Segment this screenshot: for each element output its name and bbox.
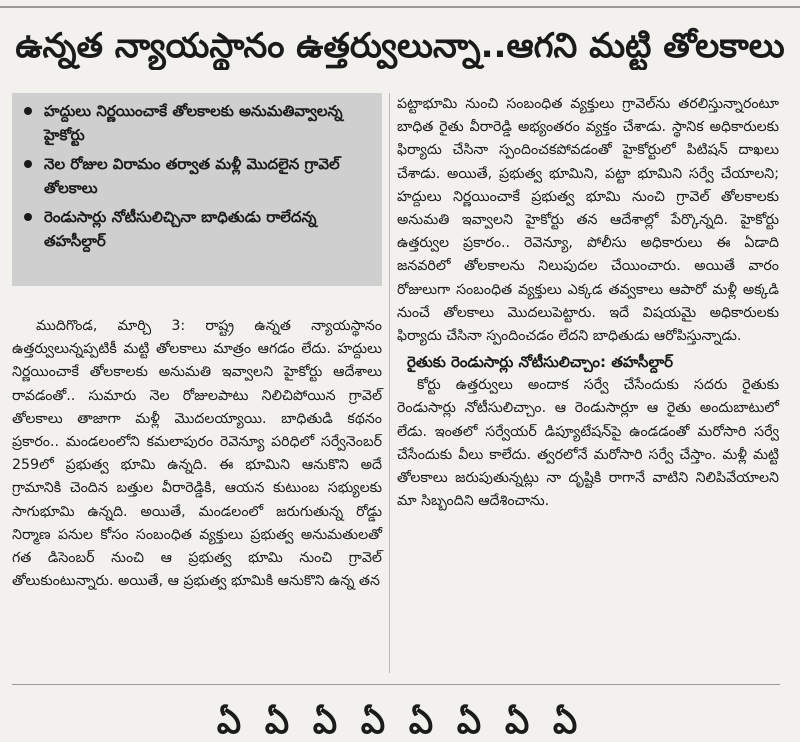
subheading: రైతుకు రెండుసార్లు నోటీసులిచ్చాం: తహసీల్దార్ [407,353,674,372]
highlight-item [22,205,374,253]
body-column-left: ముదిగొండ, మార్చి 3: రాష్ట్ర ఉన్నత న్యాయస్థానం ఉత్తర్వులున్నప్పటికీ మట్టి తోలకాలు మాత్రం ఆగడం లేదు. హద్దులు నిర్ణయించాకే తోలకాలకు అనుమతి ఇవ్వాలని హైకోర్టు ఆదేశాలు రావడంతో.. సుమారు నెల రోజులపాటు నిలిచిపోయిన గ్రావెల్ తోలకాలు తాజాగా మళ్లీ మొదలయ్యాయి. బాధితుడి కథనం ప్రకారం.. మండలంలోని కమలాపురం రెవెన్యూ పరిధిలో సర్వేనెంబర్ 259లో ప్రభుత్వ భూమి ఉన్నది. ఈ భూమిని ఆనుకొని అదే గ్రామానికి చెందిన బత్తుల వీరారెడ్డికి, ఆయన కుటుంబ సభ్యులకు సాగుభూమి ఉన్నది. అయితే, మండలంలో జరుగుతున్న రోడ్డు నిర్మాణ పనుల కోసం సంబంధిత వ్యక్తులు ప్రభుత్వ అనుమతులతో గత డిసెంబర్ నుంచి ఆ ప్రభుత్వ భూమి నుంచి గ్రావెల్ తోలుకుంటున్నారు. అయితే, ఆ ప్రభుత్వ భూమికి ఆనుకొని ఉన్న తన [12,318,382,590]
body-paragraph: కోర్టు ఉత్తర్వులు అందాక సర్వే చేసేందుకు సదరు రైతుకు రెండుసార్లు నోటీసులిచ్చాం. ఆ రెండుసార్లూ ఆ రైతు అందుబాటులో లేడు. ఇంతలో సర్వేయర్ డిప్యూటేషన్‌పై ఉండడంతో మరోసారి సర్వే చేసేందుకు వీలు కాలేదు. త్వరలోనే మరోసారి సర్వే చేస్తాం. మళ్లీ మట్టి తోలకాలు జరుపుతున్నట్లు నా దృష్టికి రాగానే వాటిని నిలిపివేయాలని మా సిబ్బందిని ఆదేశించాను. [397,377,779,510]
highlight-item [22,152,374,200]
highlight-text: రెండుసార్లు నోటీసులిచ్చినా బాధితుడు రాలేదన్న తహసీల్దార్ [44,208,317,250]
bullet-icon [24,107,32,115]
highlights-box [12,93,382,286]
bullet-icon [24,213,32,221]
highlight-text: హద్దులు నిర్ణయించాకే తోలకాలకు అనుమతివ్వాలన్న హైకోర్టు [44,102,343,144]
body-column-right [397,93,779,513]
highlight-item [22,99,374,147]
article-headline: ఉన్నత న్యాయస్థానం ఉత్తర్వులున్నా..ఆగని మట్టి తోలకాలు [15,26,785,66]
next-article-headline: ఏ ఏ ఏ ఏ ఏ ఏ ఏ ఏ [216,702,584,742]
highlight-text: నెల రోజుల విరామం తర్వాత మళ్లీ మొదలైన గ్రావెల్ తోలకాలు [44,155,340,197]
body-paragraph: పట్టాభూమి నుంచి సంబంధిత వ్యక్తులు గ్రావెల్‌ను తరలిస్తున్నారంటూ బాధిత రైతు వీరారెడ్డి అభ్యంతరం వ్యక్తం చేశాడు. స్థానిక అధికారులకు ఫిర్యాదు చేసినా స్పందించకపోవడంతో హైకోర్టులో పిటిషన్ దాఖలు చేశాడు. అయితే, ప్రభుత్వ భూమిని, పట్టా భూమిని సర్వే చేయాలని; హద్దులు నిర్ణయించాకే ప్రభుత్వ భూమి నుంచి గ్రావెల్ తోలకాలకు అనుమతి ఇవ్వాలని హైకోర్టు తన ఆదేశాల్లో పేర్కొన్నది. హైకోర్టు ఉత్తర్వుల ప్రకారం.. రెవెన్యూ, పోలీసు అధికారులు ఈ ఏడాది జనవరిలో తోలకాలను నిలుపుదల చేయించారు. అయితే వారం రోజులుగా సంబంధిత వ్యక్తులు ఎక్కడ తవ్వకాలు ఆపారో మళ్లీ అక్కడి నుంచే తోలకాలు మొదలుపెట్టారు. ఇదే విషయమై అధికారులకు ఫిర్యాదు చేసినా స్పందించడం లేదని బాధితుడు ఆరోపిస్తున్నాడు. [397,96,779,345]
bullet-icon [24,160,32,168]
column-divider [389,93,390,673]
bottom-rule [12,684,780,685]
top-rule [0,6,800,8]
